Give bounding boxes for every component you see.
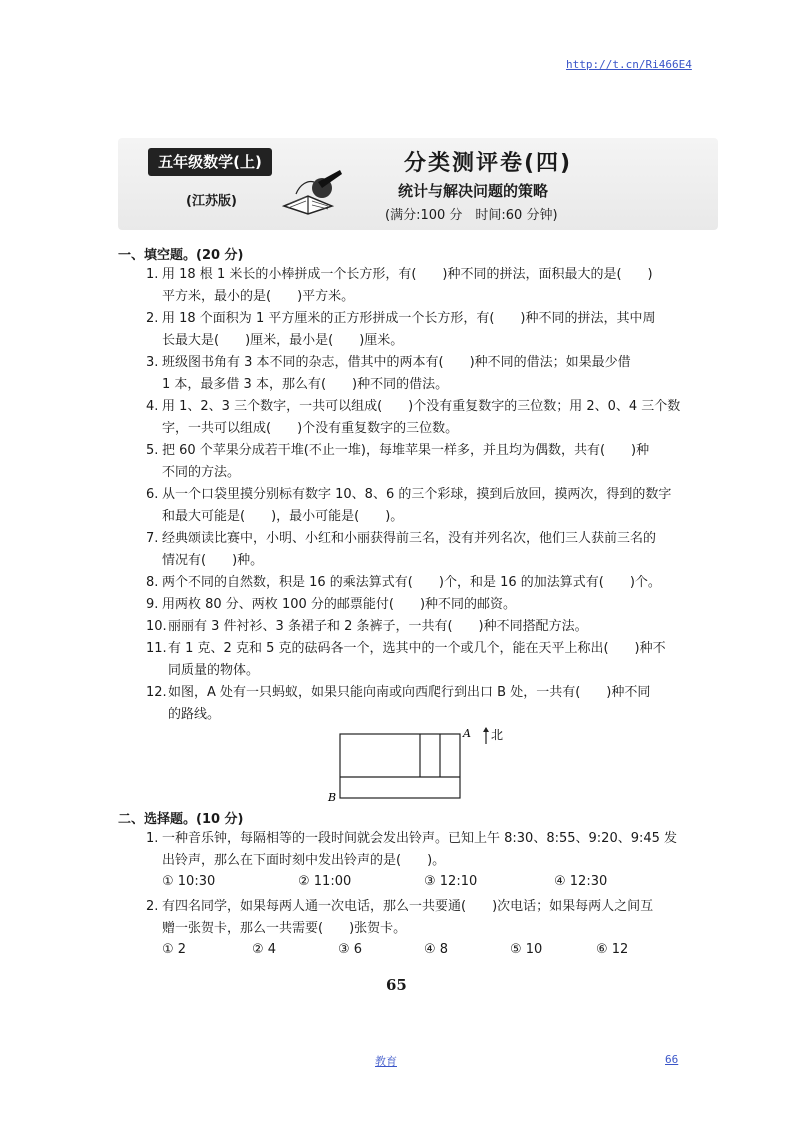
question-text: 和最大可能是( )，最小可能是( )。 xyxy=(162,509,404,524)
option-item[interactable]: ① 10:30 xyxy=(162,874,216,889)
question-item xyxy=(146,528,694,572)
question-number: 8. xyxy=(146,575,159,590)
option-item[interactable]: ⑤ 10 xyxy=(510,942,543,957)
edition-label: (江苏版) xyxy=(186,194,237,209)
question-text: 字，一共可以组成( )个没有重复数字的三位数。 xyxy=(162,421,459,436)
question-text: 同质量的物体。 xyxy=(168,663,260,678)
question-text: 把 60 个苹果分成若干堆(不止一堆)，每堆苹果一样多，并且均为偶数，共有( )种 xyxy=(162,443,650,458)
question-text: 用 18 个面积为 1 平方厘米的正方形拼成一个长方形，有( )种不同的拼法，其中周 xyxy=(162,311,656,326)
question-item xyxy=(146,264,694,308)
grid-outline xyxy=(340,734,460,798)
question-text: 有四名同学，如果每两人通一次电话，那么一共要通( )次电话；如果每两人之间互 xyxy=(162,899,654,914)
question-text: 用两枚 80 分、两枚 100 分的邮票能付( )种不同的邮资。 xyxy=(162,597,517,612)
question-number: 7. xyxy=(146,531,159,546)
option-item[interactable]: ② 4 xyxy=(252,942,277,957)
north-arrow-head-icon xyxy=(483,727,489,732)
question-item xyxy=(146,308,694,352)
question-item xyxy=(146,484,694,528)
question-text: 1 本，最多借 3 本，那么有( )种不同的借法。 xyxy=(162,377,449,392)
option-item[interactable]: ⑥ 12 xyxy=(596,942,629,957)
question-text: 出铃声，那么在下面时刻中发出铃声的是( )。 xyxy=(162,853,446,868)
question-text: 不同的方法。 xyxy=(162,465,241,480)
question-item xyxy=(146,594,694,616)
question-number: 9. xyxy=(146,597,159,612)
option-item[interactable]: ① 2 xyxy=(162,942,187,957)
question-item xyxy=(146,572,694,594)
page-number: 65 xyxy=(386,976,407,994)
question-number: 4. xyxy=(146,399,159,414)
question-number: 1. xyxy=(146,831,159,846)
question-number: 12. xyxy=(146,685,167,700)
north-label: 北 xyxy=(491,728,504,742)
page-title: 分类测评卷(四) xyxy=(404,151,573,176)
question-text: 用 1、2、3 三个数字，一共可以组成( )个没有重复数字的三位数；用 2、0、4 三个数 xyxy=(162,399,681,414)
question-item xyxy=(146,440,694,484)
ant-route-diagram xyxy=(320,720,520,806)
score-time-label: (满分:100 分 时间:60 分钟) xyxy=(385,208,558,223)
question-text: 丽丽有 3 件衬衫、3 条裙子和 2 条裤子，一共有( )种不同搭配方法。 xyxy=(168,619,588,634)
question-text: 两个不同的自然数，积是 16 的乘法算式有( )个，和是 16 的加法算式有( )个。 xyxy=(162,575,661,590)
option-item[interactable]: ③ 6 xyxy=(338,942,363,957)
question-text: 的路线。 xyxy=(168,707,221,722)
question-text: 用 18 根 1 米长的小棒拼成一个长方形，有( )种不同的拼法，面积最大的是( ) xyxy=(162,267,653,282)
question-number: 2. xyxy=(146,311,159,326)
question-item xyxy=(146,896,694,940)
section-heading-choice: 二、选择题。(10 分) xyxy=(118,812,244,827)
option-item[interactable]: ④ 12:30 xyxy=(554,874,608,889)
point-a-label: A xyxy=(463,727,471,740)
question-number: 1. xyxy=(146,267,159,282)
point-b-label: B xyxy=(328,791,337,804)
grade-badge: 五年级数学(上) xyxy=(148,148,272,176)
question-text: 平方米，最小的是( )平方米。 xyxy=(162,289,355,304)
question-item xyxy=(146,396,694,440)
question-item xyxy=(146,638,694,682)
question-number: 3. xyxy=(146,355,159,370)
question-text: 情况有( )种。 xyxy=(162,553,264,568)
question-text: 长最大是( )厘米，最小是( )厘米。 xyxy=(162,333,404,348)
option-item[interactable]: ④ 8 xyxy=(424,942,449,957)
footer-page-link[interactable]: 66 xyxy=(665,1053,679,1066)
question-text: 从一个口袋里摸分别标有数字 10、8、6 的三个彩球，摸到后放回，摸两次，得到的数字 xyxy=(162,487,672,502)
source-url-link[interactable]: http://t.cn/Ri466E4 xyxy=(566,58,692,71)
question-text: 一种音乐钟，每隔相等的一段时间就会发出铃声。已知上午 8:30、8:55、9:20、9:45 发 xyxy=(162,831,678,846)
question-number: 11. xyxy=(146,641,167,656)
question-item xyxy=(146,616,694,638)
question-number: 2. xyxy=(146,899,159,914)
question-text: 班级图书角有 3 本不同的杂志，借其中的两本有( )种不同的借法；如果最少借 xyxy=(162,355,631,370)
question-text: 赠一张贺卡，那么一共需要( )张贺卡。 xyxy=(162,921,407,936)
question-text: 如图，A 处有一只蚂蚁，如果只能向南或向西爬行到出口 B 处，一共有( )种不同 xyxy=(168,685,651,700)
question-item xyxy=(146,352,694,396)
question-number: 6. xyxy=(146,487,159,502)
option-item[interactable]: ③ 12:10 xyxy=(424,874,478,889)
footer-education-link[interactable]: 教育 xyxy=(375,1055,397,1068)
section-heading-fill-blank: 一、填空题。(20 分) xyxy=(118,248,244,263)
option-item[interactable]: ② 11:00 xyxy=(298,874,352,889)
question-number: 5. xyxy=(146,443,159,458)
question-item xyxy=(146,828,694,872)
book-pen-icon xyxy=(278,166,348,216)
question-text: 经典颂读比赛中，小明、小红和小丽获得前三名，没有并列名次，他们三人获前三名的 xyxy=(162,531,657,546)
page-subtitle: 统计与解决问题的策略 xyxy=(398,182,549,200)
question-number: 10. xyxy=(146,619,167,634)
question-text: 有 1 克、2 克和 5 克的砝码各一个，选其中的一个或几个，能在天平上称出( )种不 xyxy=(168,641,666,656)
